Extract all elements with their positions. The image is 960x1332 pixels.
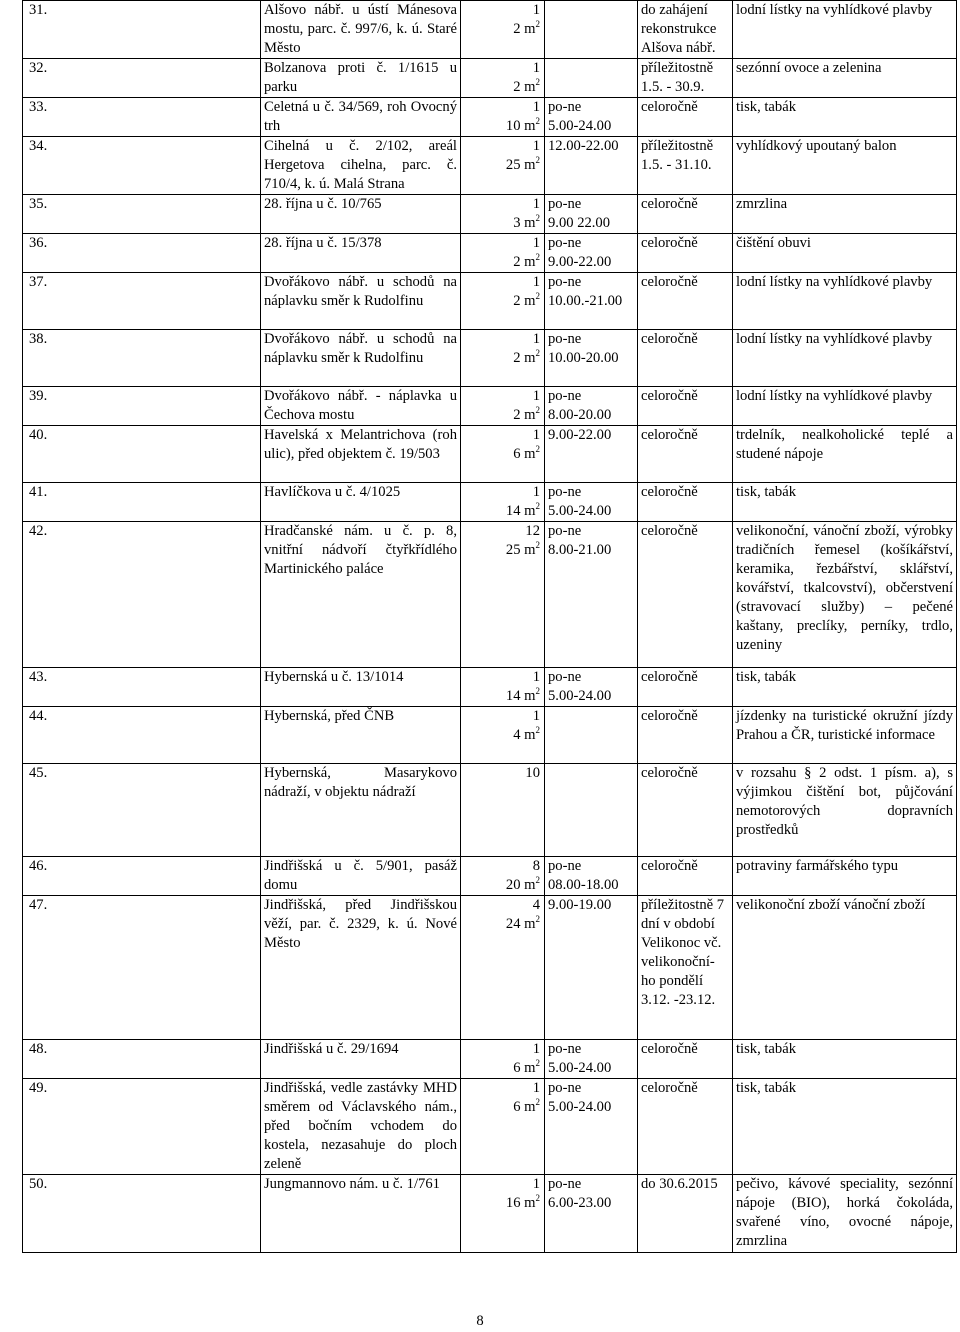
location-cell: Dvořákovo nábř. u schodů na náplavku směr k Rudolfinu <box>261 273 461 330</box>
count-area-cell <box>461 1 545 59</box>
opening-time-cell <box>545 1 638 59</box>
stand-area: 25 $m^2$ <box>505 155 540 173</box>
stand-area: 24 $m^2$ <box>505 914 540 932</box>
table-row <box>23 98 957 137</box>
count-area-cell <box>461 1079 545 1175</box>
opening-time-cell <box>545 522 638 668</box>
period-cell: celoročně <box>638 483 733 522</box>
table-row <box>23 668 957 707</box>
table-row <box>23 330 957 387</box>
period-cell: celoročně <box>638 273 733 330</box>
count-area-cell <box>461 137 545 195</box>
stand-count: 8 <box>532 858 540 874</box>
area-unit-superscript: 2 <box>535 252 540 263</box>
location-cell: 28. října u č. 10/765 <box>261 195 461 234</box>
row-number: 40. <box>23 426 261 483</box>
opening-days: po-ne <box>548 274 582 290</box>
stand-area: 6 $m^2$ <box>513 444 540 462</box>
opening-hours: 10.00-20.00 <box>548 350 619 366</box>
area-unit-superscript: 2 <box>535 914 540 925</box>
location-cell: Jindřišská u č. 5/901, pasáž domu <box>261 857 461 896</box>
period-cell: celoročně <box>638 857 733 896</box>
area-unit-superscript: 2 <box>535 1058 540 1069</box>
location-cell: Jindřišská, před Jindřišskou věží, par. č. 2329, k. ú. Nové Město <box>261 896 461 1040</box>
stand-count: 1 <box>532 1176 540 1192</box>
period-cell: celoročně <box>638 195 733 234</box>
opening-time-cell <box>545 1040 638 1079</box>
goods-cell: velikonoční, vánoční zboží, výrobky tradičních řemesel (košíkářství, keramika, řezbářství, sklářství, kovářství, tkalcovství), občerstvení (stravovací služby) – pečené kaštany, preclíky, perníky, trdlo, uzeniny <box>733 522 957 668</box>
area-unit-superscript: 2 <box>535 1097 540 1108</box>
count-area-cell <box>461 98 545 137</box>
row-number: 32. <box>23 59 261 98</box>
opening-time-cell <box>545 668 638 707</box>
opening-days: po-ne <box>548 388 582 404</box>
count-area-cell <box>461 387 545 426</box>
stand-area: 3 $m^2$ <box>513 213 540 231</box>
opening-time-cell <box>545 426 638 483</box>
count-area-cell <box>461 764 545 857</box>
opening-time-cell <box>545 707 638 764</box>
page-number: 8 <box>476 1313 484 1329</box>
goods-cell: pečivo, kávové speciality, sezónní nápoje (BIO), horká čokoláda, svařené víno, ovocné nápoje, zmrzlina <box>733 1175 957 1253</box>
period-cell: příležitostně 1.5. - 31.10. <box>638 137 733 195</box>
stand-area: 2 $m^2$ <box>513 77 540 95</box>
opening-hours: 5.00-24.00 <box>548 688 612 704</box>
stand-count: 10 <box>525 765 540 781</box>
opening-time-cell <box>545 330 638 387</box>
count-area-cell <box>461 426 545 483</box>
opening-days: po-ne <box>548 235 582 251</box>
opening-days: po-ne <box>548 858 582 874</box>
row-number: 45. <box>23 764 261 857</box>
stand-count: 1 <box>532 138 540 154</box>
row-number: 42. <box>23 522 261 668</box>
area-unit-superscript: 2 <box>535 155 540 166</box>
stand-area: 14 $m^2$ <box>505 501 540 519</box>
row-number: 39. <box>23 387 261 426</box>
table-row <box>23 195 957 234</box>
area-unit-superscript: 2 <box>535 348 540 359</box>
location-cell: Hybernská, před ČNB <box>261 707 461 764</box>
stand-count: 1 <box>532 427 540 443</box>
stand-count: 1 <box>532 196 540 212</box>
stand-area: 2 $m^2$ <box>513 252 540 270</box>
location-cell: Bolzanova proti č. 1/1615 u parku <box>261 59 461 98</box>
area-unit-superscript: 2 <box>535 1193 540 1204</box>
document-page <box>22 0 956 1253</box>
opening-hours: 5.00-24.00 <box>548 503 612 519</box>
opening-hours: 5.00-24.00 <box>548 1099 612 1115</box>
stand-count: 1 <box>532 60 540 76</box>
location-cell: Hybernská u č. 13/1014 <box>261 668 461 707</box>
count-area-cell <box>461 1175 545 1253</box>
row-number: 46. <box>23 857 261 896</box>
opening-time-cell <box>545 896 638 1040</box>
opening-hours: 08.00-18.00 <box>548 877 619 893</box>
opening-time-cell <box>545 195 638 234</box>
table-row <box>23 707 957 764</box>
location-cell: Havlíčkova u č. 4/1025 <box>261 483 461 522</box>
opening-days: po-ne <box>548 1176 582 1192</box>
opening-days: po-ne <box>548 196 582 212</box>
location-cell: Alšovo nábř. u ústí Mánesova mostu, parc. č. 997/6, k. ú. Staré Město <box>261 1 461 59</box>
area-unit-superscript: 2 <box>535 686 540 697</box>
opening-time-cell <box>545 273 638 330</box>
count-area-cell <box>461 522 545 668</box>
row-number: 31. <box>23 1 261 59</box>
location-cell: Hradčanské nám. u č. p. 8, vnitřní nádvoří čtyřkřídlého Martinického paláce <box>261 522 461 668</box>
opening-time-cell <box>545 1175 638 1253</box>
opening-days: po-ne <box>548 523 582 539</box>
goods-cell: lodní lístky na vyhlídkové plavby <box>733 273 957 330</box>
opening-hours: 9.00-22.00 <box>548 254 612 270</box>
goods-cell: tisk, tabák <box>733 483 957 522</box>
count-area-cell <box>461 707 545 764</box>
stand-area: 2 $m^2$ <box>513 348 540 366</box>
period-cell: do 30.6.2015 <box>638 1175 733 1253</box>
period-cell: celoročně <box>638 426 733 483</box>
opening-hours: 9.00-19.00 <box>548 897 612 913</box>
table-row <box>23 59 957 98</box>
opening-hours: 9.00-22.00 <box>548 427 612 443</box>
stand-area: 2 $m^2$ <box>513 405 540 423</box>
opening-hours: 12.00-22.00 <box>548 138 619 154</box>
count-area-cell <box>461 59 545 98</box>
location-cell: Celetná u č. 34/569, roh Ovocný trh <box>261 98 461 137</box>
opening-hours: 8.00-20.00 <box>548 407 612 423</box>
table-row <box>23 387 957 426</box>
count-area-cell <box>461 483 545 522</box>
location-cell: Dvořákovo nábř. - náplavka u Čechova mostu <box>261 387 461 426</box>
goods-cell: lodní lístky na vyhlídkové plavby <box>733 387 957 426</box>
opening-hours: 6.00-23.00 <box>548 1195 612 1211</box>
sales-locations-table <box>22 0 957 1253</box>
row-number: 44. <box>23 707 261 764</box>
area-unit-superscript: 2 <box>535 291 540 302</box>
area-unit-superscript: 2 <box>535 540 540 551</box>
row-number: 49. <box>23 1079 261 1175</box>
count-area-cell <box>461 195 545 234</box>
table-row <box>23 273 957 330</box>
period-cell: celoročně <box>638 668 733 707</box>
count-area-cell <box>461 234 545 273</box>
location-cell: Dvořákovo nábř. u schodů na náplavku směr k Rudolfinu <box>261 330 461 387</box>
table-row <box>23 1 957 59</box>
stand-count: 1 <box>532 331 540 347</box>
period-cell: příležitostně 1.5. - 30.9. <box>638 59 733 98</box>
count-area-cell <box>461 668 545 707</box>
stand-area: 6 $m^2$ <box>513 1058 540 1076</box>
stand-count: 1 <box>532 235 540 251</box>
stand-area: 20 $m^2$ <box>505 875 540 893</box>
opening-days: po-ne <box>548 99 582 115</box>
period-cell: celoročně <box>638 707 733 764</box>
opening-time-cell <box>545 857 638 896</box>
row-number: 47. <box>23 896 261 1040</box>
period-cell: celoročně <box>638 330 733 387</box>
goods-cell: trdelník, nealkoholické teplé a studené nápoje <box>733 426 957 483</box>
opening-time-cell <box>545 764 638 857</box>
opening-time-cell <box>545 483 638 522</box>
row-number: 33. <box>23 98 261 137</box>
table-row <box>23 896 957 1040</box>
area-unit-superscript: 2 <box>535 405 540 416</box>
row-number: 34. <box>23 137 261 195</box>
goods-cell: jízdenky na turistické okružní jízdy Prahou a ČR, turistické informace <box>733 707 957 764</box>
period-cell: celoročně <box>638 764 733 857</box>
stand-count: 1 <box>532 2 540 18</box>
area-unit-superscript: 2 <box>535 725 540 736</box>
goods-cell: zmrzlina <box>733 195 957 234</box>
row-number: 43. <box>23 668 261 707</box>
opening-time-cell <box>545 59 638 98</box>
row-number: 37. <box>23 273 261 330</box>
goods-cell: tisk, tabák <box>733 98 957 137</box>
row-number: 48. <box>23 1040 261 1079</box>
row-number: 38. <box>23 330 261 387</box>
goods-cell: čištění obuvi <box>733 234 957 273</box>
table-row <box>23 764 957 857</box>
goods-cell: tisk, tabák <box>733 1079 957 1175</box>
period-cell: celoročně <box>638 1079 733 1175</box>
goods-cell: v rozsahu § 2 odst. 1 písm. a), s výjimkou čištění bot, půjčování nemotorových dopravních prostředků <box>733 764 957 857</box>
goods-cell: lodní lístky na vyhlídkové plavby <box>733 330 957 387</box>
count-area-cell <box>461 896 545 1040</box>
goods-cell: lodní lístky na vyhlídkové plavby <box>733 1 957 59</box>
opening-time-cell <box>545 98 638 137</box>
opening-days: po-ne <box>548 669 582 685</box>
period-cell: celoročně <box>638 1040 733 1079</box>
count-area-cell <box>461 857 545 896</box>
period-cell: celoročně <box>638 234 733 273</box>
goods-cell: tisk, tabák <box>733 668 957 707</box>
area-unit-superscript: 2 <box>535 444 540 455</box>
opening-time-cell <box>545 137 638 195</box>
row-number: 50. <box>23 1175 261 1253</box>
stand-area: 4 $m^2$ <box>513 725 540 743</box>
stand-area: 2 $m^2$ <box>513 291 540 309</box>
stand-count: 1 <box>532 274 540 290</box>
period-cell: celoročně <box>638 98 733 137</box>
area-unit-superscript: 2 <box>535 501 540 512</box>
location-cell: Hybernská, Masarykovo nádraží, v objektu nádraží <box>261 764 461 857</box>
area-unit-superscript: 2 <box>535 875 540 886</box>
period-cell: celoročně <box>638 387 733 426</box>
table-row <box>23 1040 957 1079</box>
count-area-cell <box>461 330 545 387</box>
stand-count: 1 <box>532 669 540 685</box>
row-number: 35. <box>23 195 261 234</box>
stand-count: 12 <box>525 523 540 539</box>
area-unit-superscript: 2 <box>535 77 540 88</box>
opening-time-cell <box>545 1079 638 1175</box>
location-cell: Havelská x Melantrichova (roh ulic), před objektem č. 19/503 <box>261 426 461 483</box>
stand-count: 1 <box>532 484 540 500</box>
table-row <box>23 857 957 896</box>
opening-days: po-ne <box>548 1080 582 1096</box>
count-area-cell <box>461 1040 545 1079</box>
location-cell: Cihelná u č. 2/102, areál Hergetova cihelna, parc. č. 710/4, k. ú. Malá Strana <box>261 137 461 195</box>
opening-hours: 5.00-24.00 <box>548 1060 612 1076</box>
table-row <box>23 522 957 668</box>
location-cell: Jindřišská u č. 29/1694 <box>261 1040 461 1079</box>
opening-time-cell <box>545 234 638 273</box>
location-cell: Jungmannovo nám. u č. 1/761 <box>261 1175 461 1253</box>
stand-area: 6 $m^2$ <box>513 1097 540 1115</box>
opening-time-cell <box>545 387 638 426</box>
table-row <box>23 137 957 195</box>
stand-area: 14 $m^2$ <box>505 686 540 704</box>
stand-area: 25 $m^2$ <box>505 540 540 558</box>
period-cell: příležitostně 7 dní v období Velikonoc vč. velikonoční-ho pondělí 3.12. -23.12. <box>638 896 733 1040</box>
stand-count: 1 <box>532 388 540 404</box>
stand-count: 1 <box>532 1080 540 1096</box>
goods-cell: vyhlídkový upoutaný balon <box>733 137 957 195</box>
opening-days: po-ne <box>548 331 582 347</box>
area-unit-superscript: 2 <box>535 19 540 30</box>
location-cell: Jindřišská, vedle zastávky MHD směrem od Václavského nám., před bočním vchodem do kostela, nezasahuje do ploch zeleně <box>261 1079 461 1175</box>
area-unit-superscript: 2 <box>535 213 540 224</box>
area-unit-superscript: 2 <box>535 116 540 127</box>
opening-hours: 10.00.-21.00 <box>548 293 623 309</box>
table-row <box>23 234 957 273</box>
opening-hours: 5.00-24.00 <box>548 118 612 134</box>
stand-count: 4 <box>532 897 540 913</box>
row-number: 41. <box>23 483 261 522</box>
stand-area: 16 $m^2$ <box>505 1193 540 1211</box>
opening-days: po-ne <box>548 484 582 500</box>
table-row <box>23 1079 957 1175</box>
table-row <box>23 1175 957 1253</box>
opening-days: po-ne <box>548 1041 582 1057</box>
opening-hours: 8.00-21.00 <box>548 542 612 558</box>
stand-count: 1 <box>532 708 540 724</box>
period-cell: do zahájení rekonstrukce Alšova nábř. <box>638 1 733 59</box>
goods-cell: velikonoční zboží vánoční zboží <box>733 896 957 1040</box>
period-cell: celoročně <box>638 522 733 668</box>
stand-area: 10 $m^2$ <box>505 116 540 134</box>
table-row <box>23 483 957 522</box>
row-number: 36. <box>23 234 261 273</box>
location-cell: 28. října u č. 15/378 <box>261 234 461 273</box>
opening-hours: 9.00 22.00 <box>548 215 611 231</box>
goods-cell: potraviny farmářského typu <box>733 857 957 896</box>
stand-area: 2 $m^2$ <box>513 19 540 37</box>
goods-cell: sezónní ovoce a zelenina <box>733 59 957 98</box>
stand-count: 1 <box>532 1041 540 1057</box>
table-row <box>23 426 957 483</box>
count-area-cell <box>461 273 545 330</box>
goods-cell: tisk, tabák <box>733 1040 957 1079</box>
stand-count: 1 <box>532 99 540 115</box>
